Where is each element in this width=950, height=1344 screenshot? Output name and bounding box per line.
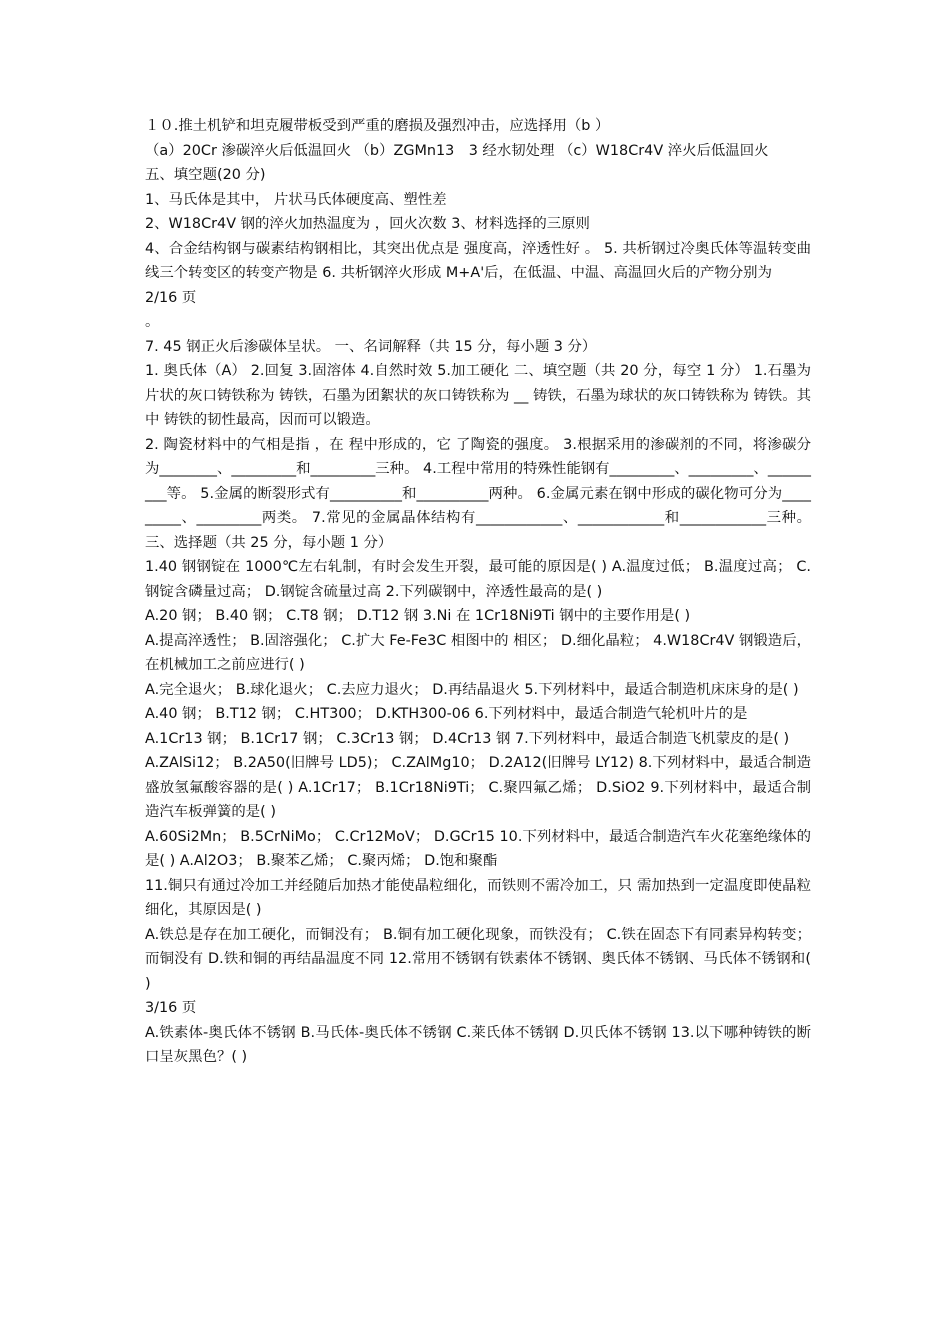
- page-number-2: 2/16 页: [145, 289, 197, 306]
- paragraph-choice-2-3: A.20 钢； B.40 钢； C.T8 钢； D.T12 钢 3.Ni 在 1Cr18Ni9Ti 钢中的主要作用是( ): [145, 608, 691, 624]
- paragraph-q10-stem: １０.推土机铲和坦克履带板受到严重的磨损及强烈冲击，应选择用（b ）: [145, 118, 610, 134]
- paragraph-q10-options: （a）20Cr 渗碳淬火后低温回火 （b）ZGMn13 3 经水韧处理 （c）W18Cr4V 淬火后低温回火: [145, 142, 769, 159]
- paragraph-choice-5-6: A.40 钢； B.T12 钢； C.HT300； D.KTH300-06 6.下列材料中，最适合制造气轮机叶片的是: [145, 706, 748, 722]
- page-number-3: 3/16 页: [145, 1000, 197, 1016]
- paragraph-choice-7-9: A.ZAlSi12； B.2A50(旧牌号 LD5)； C.ZAlMg10； D.2A12(旧牌号 LY12) 8.下列材料中，最适合制造盛放氢氟酸容器的是( ) A.1Cr17； B.1Cr18Ni9Ti； C.聚四氟乙烯； D.SiO2 9.下列材料中，最适合制造汽车板弹簧的是( ): [145, 755, 811, 820]
- paragraph-q7-terms-heading: 7. 45 钢正火后渗碳体呈状。 一、名词解释（共 15 分，每小题 3 分）: [145, 338, 597, 355]
- paragraph-choice-11-12: A.铁总是存在加工硬化，而铜没有； B.铜有加工硬化现象，而铁没有； C.铁在固态下有同素异构转变；而铜没有 D.铁和铜的再结晶温度不同 12.常用不锈钢有铁素体不锈钢、奥氏体不锈钢、马氏体不锈钢和( ): [145, 926, 811, 992]
- paragraph-choice-4-5: A.完全退火； B.球化退火； C.去应力退火； D.再结晶退火 5.下列材料中，最适合制造机床床身的是( ): [145, 681, 799, 698]
- paragraph-choice-1-2: 1.40 钢钢锭在 1000℃左右轧制，有时会发生开裂，最可能的原因是( ) A.温度过低； B.温度过高； C.钢锭含磷量过高； D.钢锭含硫量过高 2.下列碳钢中，淬透性最高的是( ): [145, 559, 811, 600]
- section-heading-fill-in: 五、填空题(20 分): [145, 167, 266, 183]
- paragraph-choice-6-7: A.1Cr13 钢； B.1Cr17 钢； C.3Cr13 钢； D.4Cr13 钢 7.下列材料中，最适合制造飞机蒙皮的是( ): [145, 730, 790, 747]
- paragraph-terms-and-fill: 1. 奥氏体（A） 2.回复 3.固溶体 4.自然时效 5.加工硬化 二、填空题（共 20 分，每空 1 分） 1.石墨为片状的灰口铸铁称为 铸铁，石墨为团絮状的灰口铸铁称为 __ 铸铁，石墨为球状的灰口铸铁称为 铸铁。其中 铸铁的韧性最高，因而可以锻造。: [145, 363, 811, 428]
- paragraph-fill-2: 2、W18Cr4V 钢的淬火加热温度为 ，回火次数 3、材料选择的三原则: [145, 216, 590, 232]
- paragraph-choice-3-4: A.提高淬透性； B.固溶强化； C.扩大 Fe-Fe3C 相图中的 相区； D.细化晶粒； 4.W18Cr4V 钢锻造后，在机械加工之前应进行( ): [145, 632, 811, 673]
- paragraph-fill-1: 1、马氏体是其中， 片状马氏体硬度高、塑性差: [145, 191, 447, 208]
- paragraph-fill-2-7: 2. 陶瓷材料中的气相是指 ，在 程中形成的，它 了陶瓷的强度。 3.根据采用的渗碳剂的不同，将渗碳分为________、_________和_________三种。 4.工程中常用的特殊性能钢有_________、_________、_________等。 5.金属的断裂形式有__________和__________两种。 6.金属元素在钢中形成的碳化物可分为_________、_________两类。 7.常见的金属晶体结构有____________、____________和____________三种。 三、选择题（共 25 分，每小题 1 分）: [145, 436, 811, 551]
- paragraph-choice-11: 11.铜只有通过冷加工并经随后加热才能使晶粒细化，而铁则不需冷加工，只 需加热到一定温度即使晶粒细化，其原因是( ): [145, 877, 811, 918]
- document-body: [145, 114, 811, 1070]
- paragraph-choice-9-10: A.60Si2Mn； B.5CrNiMo； C.Cr12MoV； D.GCr15 10.下列材料中，最适合制造汽车火花塞绝缘体的是( ) A.Al2O3； B.聚苯乙烯； C.聚丙烯； D.饱和聚酯: [145, 828, 811, 869]
- paragraph-fill-4-6: 4、合金结构钢与碳素结构钢相比，其突出优点是 强度高，淬透性好 。 5. 共析钢过冷奥氏体等温转变曲线三个转变区的转变产物是 6. 共析钢淬火形成 M+A'后，在低温、中温、高温回火后的产物分别为: [145, 240, 811, 281]
- paragraph-period: 。: [145, 314, 160, 330]
- paragraph-choice-12-13: A.铁素体-奥氏体不锈钢 B.马氏体-奥氏体不锈钢 C.莱氏体不锈钢 D.贝氏体不锈钢 13.以下哪种铸铁的断口呈灰黑色？( ): [145, 1024, 811, 1065]
